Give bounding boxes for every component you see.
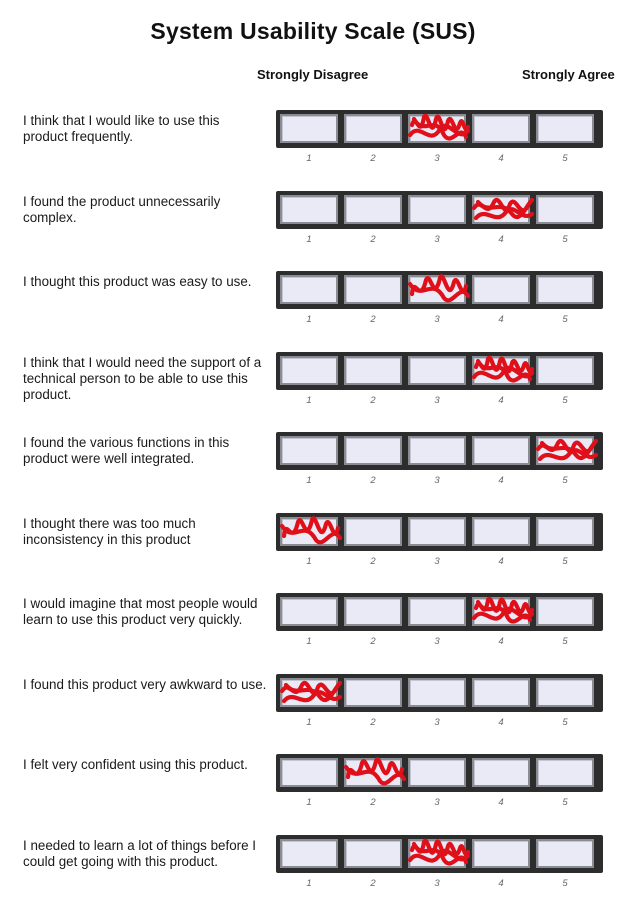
scale-number: 5 <box>562 153 568 164</box>
rating-option-3[interactable] <box>408 517 466 546</box>
rating-option-3[interactable] <box>408 356 466 385</box>
scale-number: 1 <box>306 314 312 325</box>
scale-number: 2 <box>370 314 376 325</box>
rating-option-3[interactable] <box>408 114 466 143</box>
scale-number: 5 <box>562 394 568 406</box>
rating-option-5[interactable] <box>536 356 594 385</box>
scale-number: 3 <box>434 636 440 647</box>
question-text: I felt very confident using this product. <box>23 757 248 772</box>
scale-number: 4 <box>498 153 504 164</box>
scale-number: 3 <box>434 233 440 245</box>
scale-number: 1 <box>306 636 312 647</box>
question-row <box>0 677 626 757</box>
scale-number: 3 <box>434 555 440 567</box>
rating-scale <box>276 432 603 470</box>
rating-scale <box>276 835 603 873</box>
question-text: I found this product very awkward to use. <box>23 676 267 692</box>
rating-option-5[interactable] <box>536 839 594 868</box>
rating-option-1[interactable] <box>280 839 338 868</box>
scale-number: 1 <box>306 716 312 728</box>
scale-number: 3 <box>434 394 440 406</box>
scale-number: 2 <box>370 475 376 486</box>
rating-option-2[interactable] <box>344 356 402 385</box>
scale-number: 5 <box>562 314 568 325</box>
rating-option-5[interactable] <box>536 436 594 465</box>
rating-scale <box>276 191 603 229</box>
question-text: I found the various functions in this product were well integrated. <box>23 435 230 466</box>
selection-scribble-mark <box>278 510 344 556</box>
selection-scribble-mark <box>534 429 600 475</box>
scale-number: 2 <box>370 555 376 567</box>
rating-scale <box>276 352 603 390</box>
question-row <box>0 757 626 837</box>
scale-number: 2 <box>370 797 376 808</box>
rating-option-2[interactable] <box>344 678 402 707</box>
rating-scale <box>276 513 603 551</box>
selection-scribble-mark <box>406 268 472 314</box>
question-text: I thought this product was easy to use. <box>23 274 252 289</box>
question-text: I think that I would need the support of a technical person to be able to use this product. <box>23 354 262 402</box>
rating-option-3[interactable] <box>408 436 466 465</box>
selection-scribble-mark <box>406 107 472 153</box>
scale-number: 1 <box>306 555 312 567</box>
rating-option-1[interactable] <box>280 758 338 787</box>
scale-number: 4 <box>498 394 504 406</box>
rating-option-5[interactable] <box>536 114 594 143</box>
question-row <box>0 113 626 193</box>
question-row <box>0 355 626 435</box>
page-title: System Usability Scale (SUS) <box>150 18 476 44</box>
scale-number: 5 <box>562 797 568 808</box>
question-text: I would imagine that most people would learn to use this product very quickly. <box>23 596 258 627</box>
rating-option-1[interactable] <box>280 517 338 546</box>
rating-option-1[interactable] <box>280 436 338 465</box>
scale-number: 1 <box>306 233 312 245</box>
scale-number: 1 <box>306 153 312 164</box>
scale-number: 3 <box>434 314 440 325</box>
rating-scale <box>276 754 603 792</box>
selection-scribble-mark <box>278 671 344 717</box>
question-row <box>0 435 626 515</box>
rating-option-4[interactable] <box>472 436 530 465</box>
scale-number: 2 <box>370 636 376 647</box>
scale-number: 3 <box>434 475 440 486</box>
rating-option-4[interactable] <box>472 195 530 224</box>
scale-number: 5 <box>562 233 568 245</box>
scale-number: 1 <box>306 394 312 406</box>
rating-option-2[interactable] <box>344 597 402 626</box>
question-row <box>0 194 626 274</box>
rating-option-1[interactable] <box>280 275 338 304</box>
scale-label-strongly-disagree: Strongly Disagree <box>257 67 369 82</box>
rating-option-4[interactable] <box>472 517 530 546</box>
rating-option-5[interactable] <box>536 678 594 707</box>
selection-scribble-mark <box>470 188 536 234</box>
rating-option-1[interactable] <box>280 356 338 385</box>
selection-scribble-mark <box>406 832 472 878</box>
rating-option-4[interactable] <box>472 597 530 626</box>
rating-option-2[interactable] <box>344 839 402 868</box>
rating-option-1[interactable] <box>280 195 338 224</box>
rating-option-5[interactable] <box>536 517 594 546</box>
scale-number: 2 <box>370 233 376 245</box>
rating-option-3[interactable] <box>408 195 466 224</box>
question-text: I think that I would like to use this product frequently. <box>23 113 220 144</box>
selection-scribble-mark <box>470 349 536 395</box>
scale-number: 5 <box>562 877 568 889</box>
rating-option-3[interactable] <box>408 597 466 626</box>
rating-option-2[interactable] <box>344 758 402 787</box>
scale-number: 3 <box>434 153 440 164</box>
rating-scale <box>276 593 603 631</box>
rating-option-5[interactable] <box>536 758 594 787</box>
question-text: I found the product unnecessarily complex. <box>23 193 221 225</box>
selection-scribble-mark <box>342 751 408 797</box>
scale-number: 4 <box>498 877 504 889</box>
rating-option-5[interactable] <box>536 195 594 224</box>
scale-number: 2 <box>370 153 376 164</box>
rating-option-1[interactable] <box>280 678 338 707</box>
rating-option-4[interactable] <box>472 839 530 868</box>
scale-number: 2 <box>370 716 376 728</box>
question-text: I thought there was too much inconsistency in this product <box>23 515 196 547</box>
rating-option-3[interactable] <box>408 678 466 707</box>
rating-option-2[interactable] <box>344 195 402 224</box>
scale-number: 3 <box>434 877 440 889</box>
rating-option-4[interactable] <box>472 275 530 304</box>
scale-number: 4 <box>498 716 504 728</box>
rating-option-2[interactable] <box>344 436 402 465</box>
rating-option-2[interactable] <box>344 275 402 304</box>
scale-number: 3 <box>434 797 440 808</box>
scale-number: 1 <box>306 797 312 808</box>
rating-option-3[interactable] <box>408 275 466 304</box>
scale-number: 4 <box>498 797 504 808</box>
question-row <box>0 838 626 918</box>
scale-number: 5 <box>562 716 568 728</box>
rating-option-4[interactable] <box>472 758 530 787</box>
scale-label-strongly-agree: Strongly Agree <box>522 67 615 82</box>
question-row <box>0 596 626 676</box>
scale-number: 4 <box>498 636 504 647</box>
scale-number: 2 <box>370 394 376 406</box>
selection-scribble-mark <box>470 590 536 636</box>
rating-option-2[interactable] <box>344 517 402 546</box>
scale-number: 5 <box>562 636 568 647</box>
rating-option-5[interactable] <box>536 275 594 304</box>
rating-option-4[interactable] <box>472 678 530 707</box>
scale-number: 4 <box>498 314 504 325</box>
rating-scale <box>276 674 603 712</box>
scale-number: 1 <box>306 475 312 486</box>
question-row <box>0 516 626 596</box>
rating-option-2[interactable] <box>344 114 402 143</box>
rating-option-5[interactable] <box>536 597 594 626</box>
rating-option-4[interactable] <box>472 114 530 143</box>
scale-number: 5 <box>562 555 568 567</box>
scale-number: 4 <box>498 555 504 567</box>
scale-number: 5 <box>562 475 568 486</box>
rating-option-4[interactable] <box>472 356 530 385</box>
rating-scale <box>276 110 603 148</box>
rating-option-3[interactable] <box>408 839 466 868</box>
scale-number: 3 <box>434 716 440 728</box>
question-row <box>0 274 626 354</box>
question-text: I needed to learn a lot of things before I could get going with this product. <box>23 837 257 869</box>
rating-option-3[interactable] <box>408 758 466 787</box>
rating-option-1[interactable] <box>280 597 338 626</box>
scale-number: 4 <box>498 475 504 486</box>
rating-option-1[interactable] <box>280 114 338 143</box>
scale-number: 4 <box>498 233 504 245</box>
scale-number: 1 <box>306 877 312 889</box>
rating-scale <box>276 271 603 309</box>
scale-number: 2 <box>370 877 376 889</box>
